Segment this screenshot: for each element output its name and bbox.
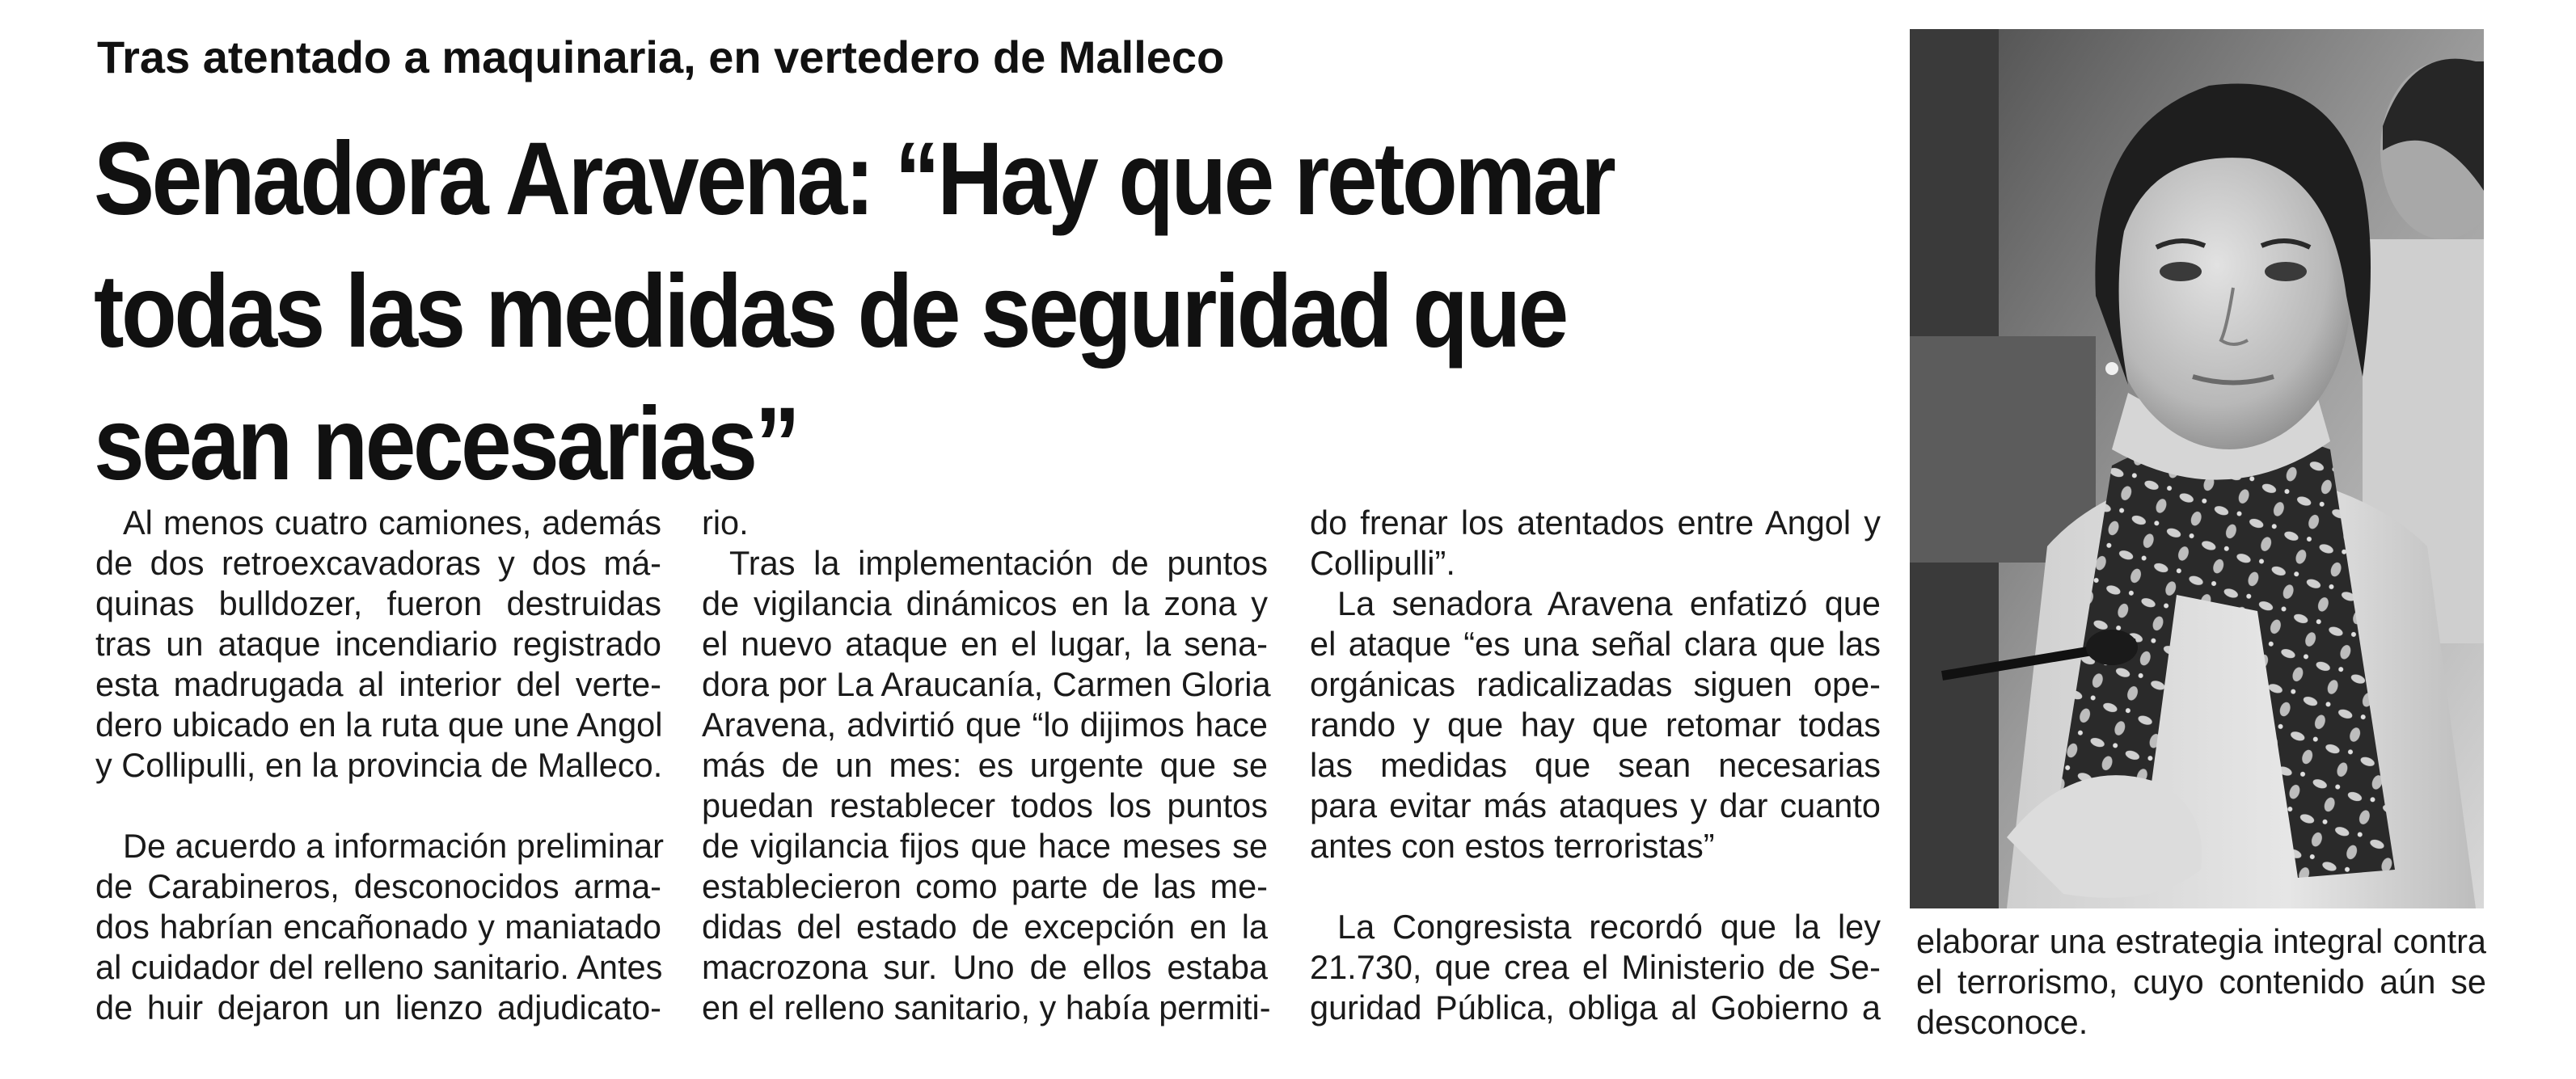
text-line: do frenar los atentados entre Angol y: [1310, 504, 1881, 542]
text-line: de vigilancia dinámicos en la zona y: [702, 584, 1268, 622]
text-line: didas del estado de excepción en la: [702, 908, 1268, 946]
text-line: Tras la implementación de puntos: [729, 544, 1268, 582]
text-line: Al menos cuatro camiones, además: [123, 504, 661, 542]
text-line: para evitar más ataques y dar cuanto: [1310, 786, 1881, 824]
caption-column: [1916, 921, 2486, 1043]
text-line: rando y que hay que retomar todas: [1310, 706, 1881, 744]
text-line: elaborar una estrategia integral contra: [1916, 922, 2486, 960]
text-line: Aravena, advirtió que “lo dijimos hace: [702, 706, 1268, 744]
text-line: dos habrían encañonado y maniatado: [95, 908, 661, 946]
text-line: más de un mes: es urgente que se: [702, 746, 1268, 784]
article-headline: [94, 113, 1659, 511]
text-line: el nuevo ataque en el lugar, la sena-: [702, 625, 1268, 663]
headline-line: Senadora Aravena: “Hay que retomar: [94, 121, 1614, 237]
text-line: tras un ataque incendiario registrado: [95, 625, 661, 663]
text-line: De acuerdo a información preliminar: [123, 827, 664, 865]
text-line: orgánicas radicalizadas siguen ope-: [1310, 665, 1881, 703]
text-line: esta madrugada al interior del verte-: [95, 665, 661, 703]
article-column-1: [95, 503, 664, 1028]
text-line: macrozona sur. Uno de ellos estaba: [702, 948, 1268, 986]
senator-photo: [1910, 29, 2484, 908]
text-line: 21.730, que crea el Ministerio de Se-: [1310, 948, 1881, 986]
article-column-2: [702, 503, 1271, 1028]
text-line: La Congresista recordó que la ley: [1337, 908, 1881, 946]
text-line: puedan restablecer todos los puntos: [702, 786, 1268, 824]
text-line: de huir dejaron un lienzo adjudicato-: [95, 988, 661, 1026]
paragraph-gap: [1310, 866, 1881, 907]
text-line: guridad Pública, obliga al Gobierno a: [1310, 988, 1881, 1026]
headline-line: todas las medidas de seguridad que: [94, 254, 1566, 369]
text-line: quinas bulldozer, fueron destruidas: [95, 584, 661, 622]
text-line: desconoce.: [1916, 1003, 2088, 1041]
text-line: dora por La Araucanía, Carmen Gloria: [702, 665, 1271, 703]
text-line: en el relleno sanitario, y había permiti-: [702, 988, 1271, 1026]
text-line: de vigilancia fijos que hace meses se: [702, 827, 1268, 865]
text-line: antes con estos terroristas”: [1310, 827, 1715, 865]
text-line: el ataque “es una señal clara que las: [1310, 625, 1881, 663]
text-line: el terrorismo, cuyo contenido aún se: [1916, 963, 2486, 1001]
text-line: y Collipulli, en la provincia de Malleco.: [95, 746, 663, 784]
text-line: de Carabineros, desconocidos arma-: [95, 867, 661, 905]
text-line: La senadora Aravena enfatizó que: [1337, 584, 1881, 622]
text-line: las medidas que sean necesarias: [1310, 746, 1881, 784]
text-line: establecieron como parte de las me-: [702, 867, 1268, 905]
article-column-3: [1310, 503, 1881, 1028]
headline-line: sean necesarias”: [94, 386, 798, 502]
text-line: rio.: [702, 504, 749, 542]
text-line: de dos retroexcavadoras y dos má-: [95, 544, 661, 582]
text-line: Collipulli”.: [1310, 544, 1455, 582]
article-kicker: Tras atentado a maquinaria, en vertedero de Malleco: [97, 32, 1225, 82]
text-line: dero ubicado en la ruta que une Angol: [95, 706, 663, 744]
text-line: al cuidador del relleno sanitario. Antes: [95, 948, 663, 986]
paragraph-gap: [95, 786, 661, 826]
